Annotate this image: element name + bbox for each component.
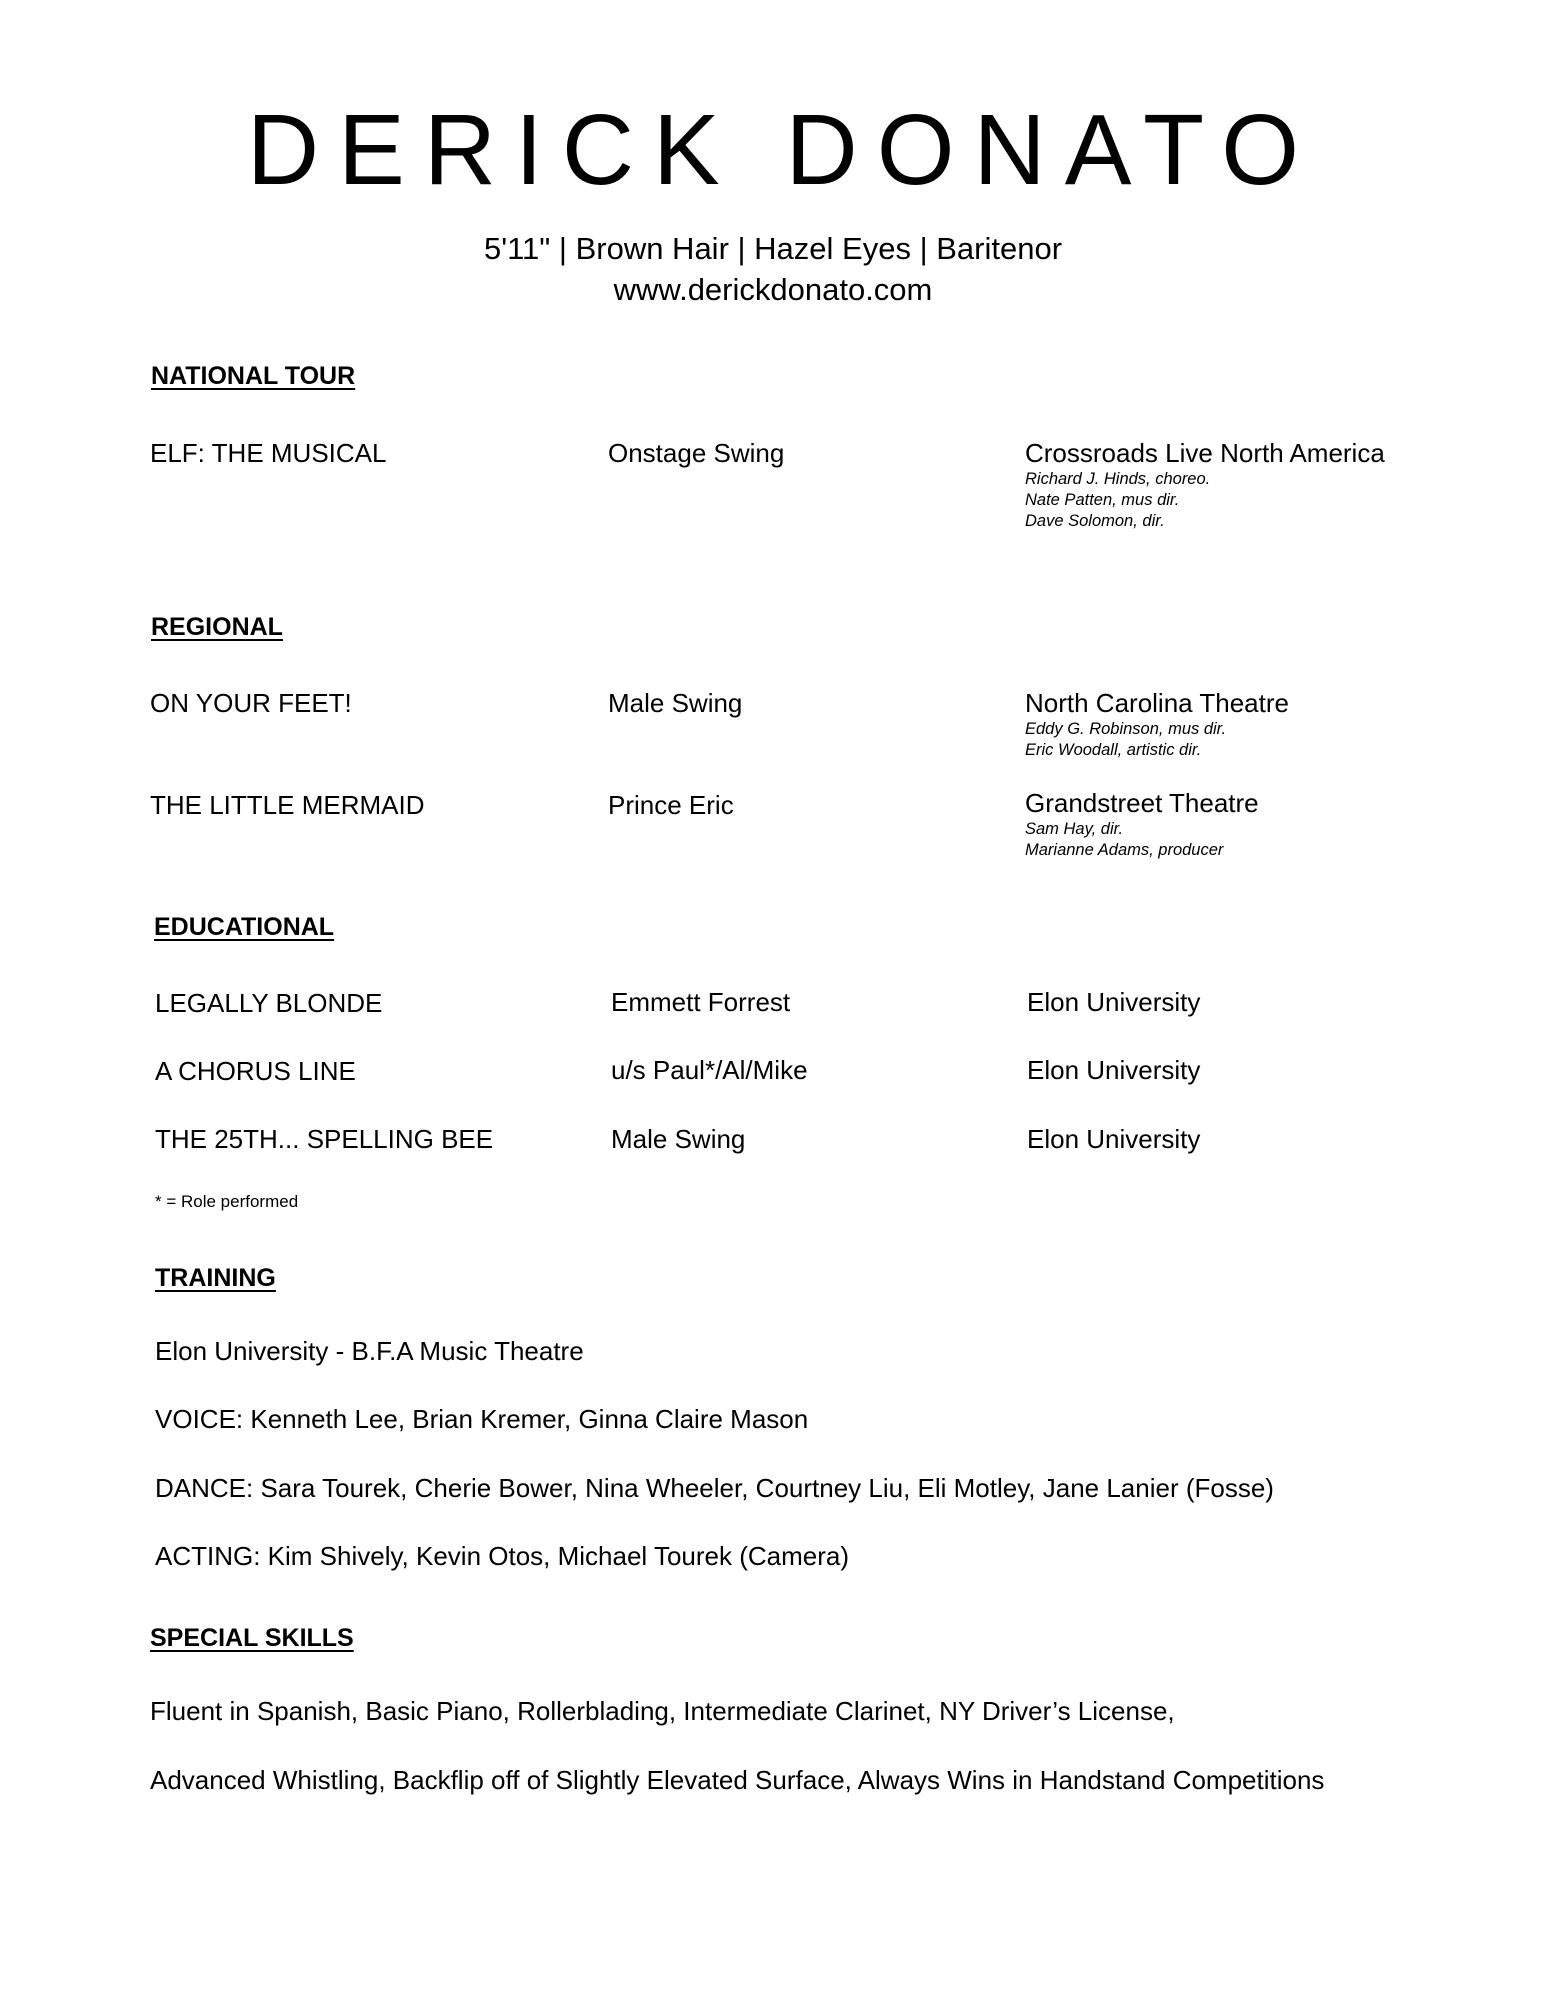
resume-name: DERICK DONATO <box>246 94 1319 206</box>
website-link[interactable]: www.derickdonato.com <box>613 272 933 307</box>
credit-venue: Crossroads Live North America <box>1025 438 1385 468</box>
credit-show: A CHORUS LINE <box>155 1056 356 1086</box>
credit-show: LEGALLY BLONDE <box>155 988 383 1018</box>
credit-staff <box>1025 719 1226 761</box>
training-line: ACTING: Kim Shively, Kevin Otos, Michael Tourek (Camera) <box>155 1541 850 1571</box>
credit-show: ON YOUR FEET! <box>150 688 352 718</box>
skills-line: Fluent in Spanish, Basic Piano, Rollerblading, Intermediate Clarinet, NY Driver’s License, <box>150 1696 1175 1726</box>
credit-role: Emmett Forrest <box>611 987 791 1017</box>
credit-show: THE LITTLE MERMAID <box>150 790 425 820</box>
credit-staff <box>1025 469 1210 532</box>
credit-venue: Elon University <box>1027 1055 1201 1085</box>
credit-role: Prince Eric <box>608 790 734 820</box>
section-heading-national-tour: NATIONAL TOUR <box>151 362 356 390</box>
credit-role: Male Swing <box>608 688 743 718</box>
credit-venue: North Carolina Theatre <box>1025 688 1289 718</box>
section-heading-educational: EDUCATIONAL <box>154 913 335 941</box>
credit-venue: Elon University <box>1027 1124 1201 1154</box>
credit-venue: Grandstreet Theatre <box>1025 788 1259 818</box>
section-heading-special-skills: SPECIAL SKILLS <box>150 1624 354 1652</box>
training-line: Elon University - B.F.A Music Theatre <box>155 1336 584 1366</box>
credit-staff-line: Richard J. Hinds, choreo. <box>1025 470 1211 488</box>
credit-staff-line: Marianne Adams, producer <box>1025 841 1224 859</box>
credit-staff-line: Nate Patten, mus dir. <box>1025 491 1180 509</box>
credit-role: Male Swing <box>611 1124 746 1154</box>
credit-staff <box>1025 819 1223 861</box>
section-heading-regional: REGIONAL <box>151 613 283 641</box>
physical-stats: 5'11" | Brown Hair | Hazel Eyes | Baritenor <box>483 231 1063 266</box>
section-heading-training: TRAINING <box>155 1264 276 1292</box>
credit-role: Onstage Swing <box>608 438 785 468</box>
role-performed-note: * = Role performed <box>155 1192 299 1211</box>
credit-show: THE 25TH... SPELLING BEE <box>155 1124 494 1154</box>
credit-show: ELF: THE MUSICAL <box>150 438 387 468</box>
credit-staff-line: Eddy G. Robinson, mus dir. <box>1025 720 1227 738</box>
credit-staff-line: Dave Solomon, dir. <box>1025 512 1165 530</box>
credit-staff-line: Eric Woodall, artistic dir. <box>1025 741 1202 759</box>
skills-line: Advanced Whistling, Backflip off of Slightly Elevated Surface, Always Wins in Handstand Competitions <box>150 1765 1325 1795</box>
credit-role: u/s Paul*/Al/Mike <box>611 1055 808 1085</box>
training-line: DANCE: Sara Tourek, Cherie Bower, Nina Wheeler, Courtney Liu, Eli Motley, Jane Lanier (Fosse) <box>155 1473 1274 1503</box>
training-line: VOICE: Kenneth Lee, Brian Kremer, Ginna Claire Mason <box>155 1404 809 1434</box>
credit-venue: Elon University <box>1027 987 1201 1017</box>
credit-staff-line: Sam Hay, dir. <box>1025 820 1124 838</box>
